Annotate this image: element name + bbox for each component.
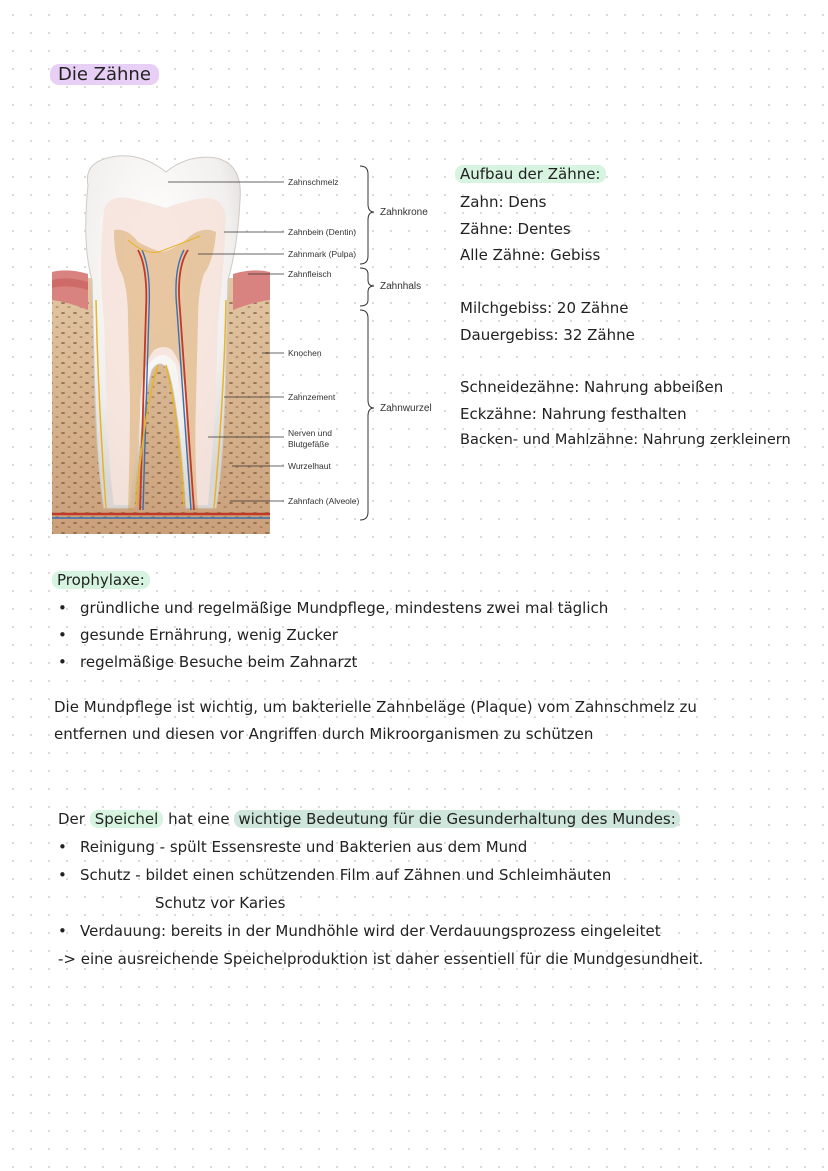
speichel-bullet: • Reinigung - spült Essensreste und Bakterien aus dem Mund [80,838,527,856]
aufbau-line: Milchgebiss: 20 Zähne [460,299,629,317]
speichel-conclusion: -> eine ausreichende Speichelproduktion ist daher essentiell für die Mundgesundheit. [58,950,704,968]
prophylaxe-bullet: • gründliche und regelmäßige Mundpflege, mindestens zwei mal täglich [80,599,608,617]
aufbau-line: Zähne: Dentes [460,220,571,238]
label-nerven-2: Blutgefäße [288,439,330,449]
group-zahnkrone: Zahnkrone [380,207,428,218]
prophylaxe-bullet: • gesunde Ernährung, wenig Zucker [80,626,338,644]
label-zahnschmelz: Zahnschmelz [288,177,339,187]
label-zahnfach: Zahnfach (Alveole) [288,496,360,506]
speichel-intro-before: Der [58,810,85,828]
prophylaxe-heading [52,571,150,589]
speichel-bullet: • Verdauung: bereits in der Mundhöhle wird der Verdauungsprozess eingeleitet [80,922,661,940]
speichel-highlight: wichtige Bedeutung für die Gesunderhaltung des Mundes: [234,810,679,828]
tooth-diagram [48,150,448,540]
page-title-text: Die Zähne [50,64,159,85]
aufbau-heading-text: Aufbau der Zähne: [455,165,606,183]
label-zahnfleisch: Zahnfleisch [288,269,332,279]
aufbau-line: Backen- und Mahlzähne: Nahrung zerkleinern [460,432,791,448]
aufbau-line: Eckzähne: Nahrung festhalten [460,405,687,423]
prophylaxe-bullet: • regelmäßige Besuche beim Zahnarzt [80,653,357,671]
speichel-intro [58,810,680,828]
aufbau-heading [455,165,606,183]
braces [360,166,374,520]
label-zahnbein: Zahnbein (Dentin) [288,227,357,237]
label-nerven-1: Nerven und [288,428,332,438]
speichel-keyword: Speichel [90,810,164,828]
speichel-intro-middle: hat eine [168,810,230,828]
speichel-bullet: • Schutz - bildet einen schützenden Film auf Zähnen und Schleimhäuten [80,866,611,884]
prophylaxe-paragraph-line: entfernen und diesen vor Angriffen durch Mikroorganismen zu schützen [54,725,594,743]
prophylaxe-heading-text: Prophylaxe: [52,571,150,589]
group-zahnwurzel: Zahnwurzel [380,403,432,414]
group-zahnhals: Zahnhals [380,281,422,292]
aufbau-line: Zahn: Dens [460,193,547,211]
aufbau-line: Alle Zähne: Gebiss [460,246,601,264]
aufbau-line: Dauergebiss: 32 Zähne [460,326,635,344]
label-zahnmark: Zahnmark (Pulpa) [288,249,357,259]
speichel-sub-line: Schutz vor Karies [155,894,286,912]
aufbau-line: Schneidezähne: Nahrung abbeißen [460,378,724,396]
page-title [50,64,159,86]
label-zahnzement: Zahnzement [288,392,336,402]
label-knochen: Knochen [288,348,322,358]
prophylaxe-paragraph-line: Die Mundpflege ist wichtig, um bakterielle Zahnbeläge (Plaque) vom Zahnschmelz zu [54,698,697,716]
label-wurzelhaut: Wurzelhaut [288,461,331,471]
